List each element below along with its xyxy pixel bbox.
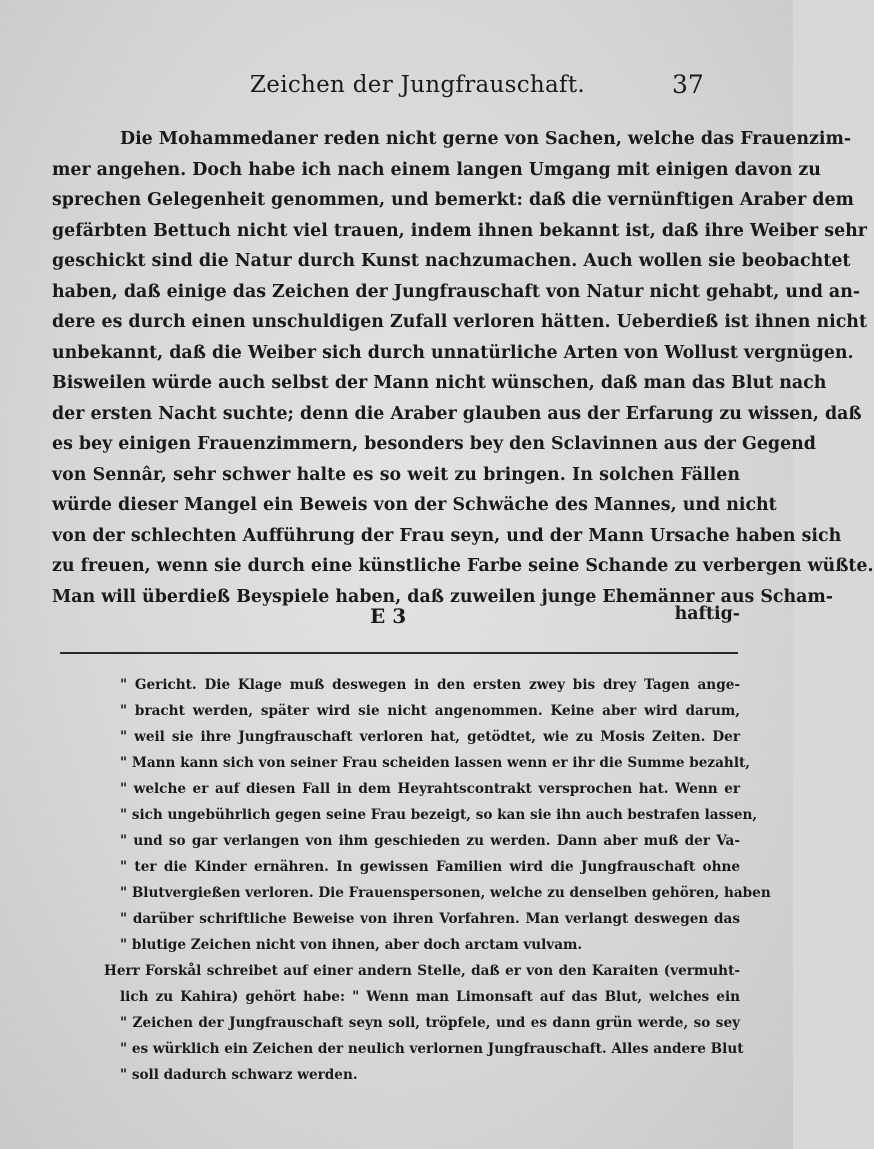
- footnote-line: " bracht werden, später wird sie nicht angenommen. Keine aber wird darum,: [120, 703, 740, 719]
- text-line: zu freuen, wenn sie durch eine künstliche Farbe seine Schande zu verbergen wüßte.: [52, 556, 874, 576]
- text-line: der ersten Nacht suchte; denn die Araber glauben aus der Erfarung zu wissen, daß: [52, 403, 862, 424]
- footnote-line: Herr Forskål schreibet auf einer andern Stelle, daß er von den Karaiten (vermuht-: [104, 963, 740, 979]
- footnote-line: " und so gar verlangen von ihm geschieden zu werden. Dann aber muß der Va-: [120, 833, 740, 849]
- footnote-line: " Gericht. Die Klage muß deswegen in den ersten zwey bis drey Tagen ange-: [120, 677, 740, 693]
- footnote-divider: [60, 652, 738, 654]
- footnote-block: [104, 672, 771, 1088]
- page-number: 37: [672, 70, 704, 99]
- catchword: haftig-: [674, 604, 740, 624]
- text-line: von Sennâr, sehr schwer halte es so weit zu bringen. In solchen Fällen: [52, 464, 740, 485]
- footnote-line: " weil sie ihre Jungfrauschaft verloren hat, getödtet, wie zu Mosis Zeiten. Der: [120, 729, 740, 745]
- footnote-line: lich zu Kahira) gehört habe: " Wenn man Limonsaft auf das Blut, welches ein: [120, 989, 740, 1005]
- footnote-line: " es würklich ein Zeichen der neulich verlornen Jungfrauschaft. Alles andere Blut: [120, 1041, 744, 1057]
- footnote-line: " soll dadurch schwarz werden.: [120, 1067, 358, 1083]
- footnote-line: " blutige Zeichen nicht von ihnen, aber doch arctam vulvam.: [120, 937, 583, 953]
- footnote-line: " welche er auf diesen Fall in dem Heyrahtscontrakt versprochen hat. Wenn er: [120, 781, 740, 797]
- running-title: Zeichen der Jungfrauschaft.: [250, 72, 585, 98]
- signature-mark: E 3: [370, 604, 407, 628]
- main-text-block: [52, 124, 874, 612]
- page-header: [0, 68, 793, 108]
- footnote-line: " sich ungebührlich gegen seine Frau bezeigt, so kan sie ihn auch bestrafen lassen,: [120, 807, 758, 823]
- text-line: Die Mohammedaner reden nicht gerne von Sachen, welche das Frauenzim-: [120, 129, 852, 149]
- text-line: unbekannt, daß die Weiber sich durch unnatürliche Arten von Wollust vergnügen.: [52, 342, 854, 363]
- text-line: würde dieser Mangel ein Beweis von der Schwäche des Mannes, und nicht: [52, 495, 777, 515]
- footnote-line: " darüber schriftliche Beweise von ihren Vorfahren. Man verlangt deswegen das: [120, 911, 740, 927]
- text-line: von der schlechten Aufführung der Frau seyn, und der Mann Ursache haben sich: [52, 525, 842, 546]
- signature-row: [52, 602, 740, 632]
- text-line: gefärbten Bettuch nicht viel trauen, indem ihnen bekannt ist, daß ihre Weiber sehr: [52, 220, 867, 241]
- footnote-line: " Blutvergießen verloren. Die Frauenspersonen, welche zu denselben gehören, haben: [120, 885, 771, 901]
- text-line: Man will überdieß Beyspiele haben, daß zuweilen junge Ehemänner aus Scham-: [52, 586, 834, 607]
- text-line: sprechen Gelegenheit genommen, und bemerkt: daß die vernünftigen Araber dem: [52, 190, 854, 210]
- text-line: Bisweilen würde auch selbst der Mann nicht wünschen, daß man das Blut nach: [52, 373, 827, 393]
- footnote-line: " Mann kann sich von seiner Frau scheiden lassen wenn er ihr die Summe bezahlt,: [120, 755, 750, 771]
- text-line: mer angehen. Doch habe ich nach einem langen Umgang mit einigen davon zu: [52, 159, 821, 180]
- text-line: dere es durch einen unschuldigen Zufall verloren hätten. Ueberdieß ist ihnen nicht: [52, 312, 867, 332]
- footnote-line: " Zeichen der Jungfrauschaft seyn soll, tröpfele, und es dann grün werde, so sey: [120, 1015, 740, 1031]
- text-line: es bey einigen Frauenzimmern, besonders bey den Sclavinnen aus der Gegend: [52, 434, 816, 454]
- text-line: geschickt sind die Natur durch Kunst nachzumachen. Auch wollen sie beobachtet: [52, 251, 851, 271]
- footnote-line: " ter die Kinder ernähren. In gewissen Familien wird die Jungfrauschaft ohne: [120, 859, 740, 875]
- text-line: haben, daß einige das Zeichen der Jungfrauschaft von Natur nicht gehabt, und an-: [52, 281, 861, 302]
